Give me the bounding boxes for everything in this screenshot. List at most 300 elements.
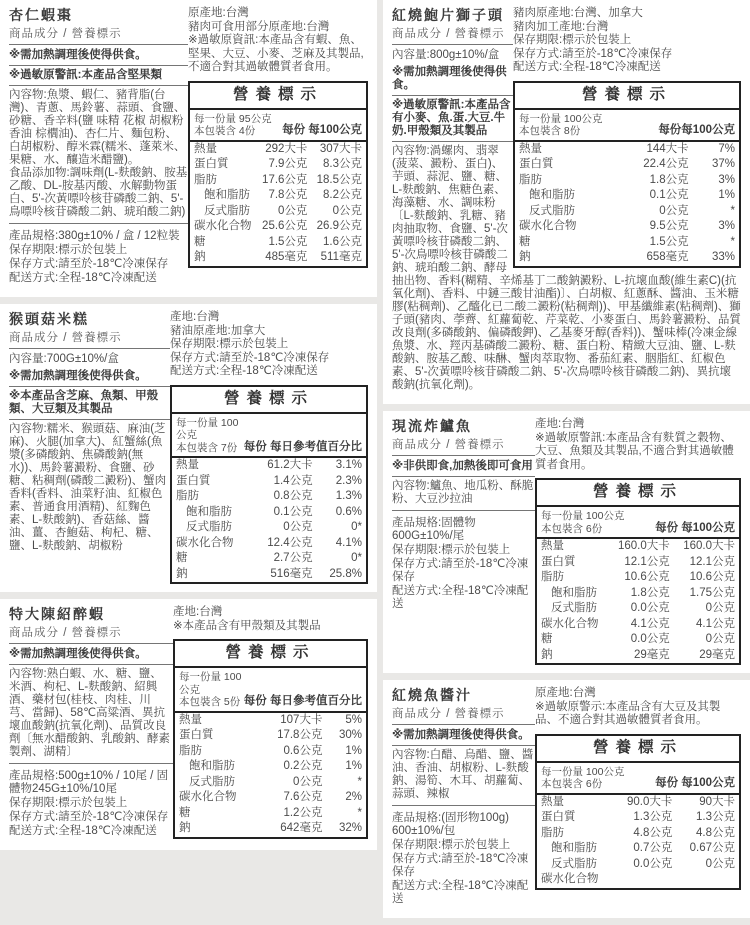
- content-volume: 內容量:800g±10%/盒: [392, 49, 500, 61]
- column-header: 每份 每100公克: [655, 777, 735, 789]
- nutrient-label: 飽和脂肪: [204, 189, 250, 201]
- column-header: 每份 每日參考值百分比: [243, 695, 362, 707]
- nutrient-label: 反式脂肪: [551, 857, 597, 870]
- nutrition-row: [175, 821, 366, 837]
- nutrition-row: [175, 744, 366, 760]
- nutrient-label: 鈉: [194, 251, 206, 263]
- nutrient-value-per-serving: 7.6公克: [283, 791, 323, 803]
- nutrient-value-per-serving: 22.4公克: [643, 158, 689, 170]
- nutrition-serving-header: [537, 763, 739, 795]
- product-subtitle: 商品成分 / 營養標示: [9, 331, 170, 349]
- ingredients-block: [9, 87, 188, 224]
- nutrient-label: 碳水化合物: [179, 791, 237, 803]
- nutrient-value-per-serving: 61.2大卡: [267, 459, 313, 471]
- ingredients-text: 內容物:熟白蝦、水、糖、鹽、米酒、枸杞、L-麩酸鈉、紹興酒、藥材包(桂枝、肉桂、川芎、當歸)、58℃高粱酒、異抗壞血酸鈉(抗氧化劑)、品質改良劑〔無水醋酸鈉、乳酸鈉、酵素製劑、湖精〕: [9, 668, 170, 758]
- serving-size: 每一份量 95公克: [194, 112, 272, 125]
- nutrition-title: 營養標示: [537, 736, 739, 763]
- nutrient-label: 碳水化合物: [519, 220, 577, 232]
- right-column: [383, 0, 750, 925]
- nutrition-row: [537, 570, 739, 586]
- nutrient-label: 蛋白質: [541, 811, 576, 823]
- origin-info: [170, 311, 368, 379]
- ingredients-block: [392, 747, 535, 806]
- nutrition-table: [535, 478, 741, 665]
- text-line: 配送方式:全程-18℃冷凍配送: [392, 584, 529, 610]
- nutrient-value-secondary: 37%: [711, 158, 735, 170]
- nutrient-value-per-serving: 25.6公克: [262, 220, 308, 232]
- serving-info: [176, 417, 244, 455]
- serving-size: 每一份量 100公克: [519, 112, 603, 125]
- nutrient-label: 飽和脂肪: [186, 505, 232, 518]
- nutrition-row: [172, 489, 366, 505]
- nutrient-value-per-serving: 1.8公克: [630, 586, 670, 599]
- nutrient-value-per-serving: 2.7公克: [273, 552, 313, 564]
- nutrient-label: 碳水化合物: [176, 536, 234, 549]
- nutrition-serving-header: [175, 668, 366, 713]
- nutrient-value-secondary: 18.5公克: [316, 173, 362, 186]
- nutrition-row: [537, 648, 739, 664]
- nutrient-value-per-serving: 12.1公克: [624, 555, 670, 568]
- text-line: 產地:台灣: [173, 606, 223, 618]
- nutrient-value-secondary: 511毫克: [320, 251, 362, 263]
- nutrient-label: 脂肪: [519, 173, 542, 186]
- additives-text: 食品添加物:調味劑(L-麩酸鈉、胺基乙酸、DL-胺基丙酸、水解動物蛋白、5'-次黃嘌呤核苷磷酸二鈉、5'-鳥嘌呤核苷磷酸二鈉、琥珀酸二鈉): [9, 167, 188, 218]
- nutrient-value-secondary: 1%: [345, 760, 362, 772]
- nutrient-value-secondary: 4.1公克: [696, 617, 735, 630]
- product-subtitle: 商品成分 / 營養標示: [9, 27, 188, 45]
- nutrient-value-secondary: 3%: [718, 173, 735, 186]
- nutrition-row: [172, 551, 366, 567]
- nutrient-value-per-serving: 658毫克: [646, 251, 689, 263]
- text-line: 配送方式:全程-18℃冷凍配送: [513, 61, 661, 73]
- product-title: 特大陳紹醉蝦: [9, 606, 105, 622]
- side-info-rice-cake: [170, 311, 368, 584]
- nutrient-value-per-serving: 17.6公克: [262, 173, 308, 186]
- product-title: 杏仁蝦棗: [9, 7, 73, 23]
- nutrient-value-per-serving: 292大卡: [265, 142, 308, 155]
- heating-notice: ※需加熱調理後使得供食。: [9, 47, 188, 66]
- nutrient-label: 脂肪: [179, 744, 202, 757]
- column-header: 每份 每100公克: [282, 124, 362, 136]
- text-line: 產地:台灣: [535, 418, 585, 430]
- nutrient-label: 鈉: [541, 648, 553, 661]
- nutrient-value-per-serving: 10.6公克: [624, 571, 670, 583]
- nutrient-value-per-serving: 144大卡: [646, 142, 689, 155]
- heating-notice: ※需加熱調理後使得供食。: [9, 646, 173, 665]
- nutrition-rows-table: [175, 713, 366, 837]
- serving-info: [519, 113, 602, 138]
- text-line: 產品規格:380g±10% / 盒 / 12粒裝: [9, 229, 180, 242]
- nutrient-label: 碳水化合物: [541, 617, 599, 630]
- text-line: 產品規格:(固形物100g) 600±10%/包: [392, 811, 509, 837]
- serving-info: [541, 766, 624, 791]
- side-info-almond-shrimp-date: [188, 7, 368, 268]
- nutrition-row: [515, 204, 739, 220]
- nutrition-rows-table: [537, 539, 739, 663]
- text-line: 保存期限:標示於包裝上: [392, 543, 511, 556]
- nutrition-serving-header: [515, 110, 739, 142]
- nutrient-value-secondary: 0公克: [705, 857, 735, 870]
- nutrition-row: [190, 219, 366, 235]
- origin-info: [513, 7, 741, 75]
- nutrient-value-per-serving: 90.0大卡: [627, 795, 673, 808]
- side-info-fish-sauce: [535, 687, 741, 890]
- text-line: 配送方式:全程-18℃冷凍配送: [170, 365, 318, 377]
- nutrient-value-secondary: 2%: [345, 791, 362, 803]
- text-line: 保存方式:請至於-18℃冷凍保存: [513, 47, 673, 60]
- nutrition-row: [515, 173, 739, 189]
- nutrition-row: [537, 601, 739, 617]
- product-subtitle: 商品成分 / 營養標示: [9, 626, 173, 644]
- serving-size: 每一份量 100公克: [179, 671, 242, 696]
- nutrition-row: [175, 759, 366, 775]
- nutrient-value-secondary: 4.8公克: [696, 826, 735, 839]
- nutrient-value-secondary: 307大卡: [319, 142, 362, 155]
- text-line: 豬肉加工產地:台灣: [513, 20, 609, 33]
- nutrient-value-per-serving: 7.8公克: [268, 189, 308, 201]
- nutrient-value-secondary: 10.6公克: [689, 571, 735, 583]
- nutrient-value-per-serving: 107大卡: [280, 713, 323, 726]
- nutrient-value-per-serving: 9.5公克: [649, 220, 689, 232]
- nutrient-value-per-serving: 0公克: [278, 204, 308, 217]
- text-line: 配送方式:全程-18℃冷凍配送: [392, 879, 529, 905]
- servings-per-pack: 本包裝含 8份: [519, 125, 581, 137]
- nutrient-value-secondary: 0公克: [705, 633, 735, 645]
- nutrition-row: [190, 250, 366, 266]
- nutrition-row: [172, 505, 366, 521]
- nutrient-label: 熱量: [179, 713, 202, 726]
- text-line: 保存方式:請至於-18℃冷凍保存: [392, 852, 529, 878]
- nutrient-value-secondary: 1.6公克: [323, 235, 362, 248]
- nutrient-label: 脂肪: [541, 571, 564, 583]
- nutrient-value-secondary: 8.3公克: [323, 158, 362, 170]
- nutrient-label: 飽和脂肪: [551, 842, 597, 854]
- nutrient-value-per-serving: 0公克: [293, 775, 323, 788]
- text-line: 保存方式:請至於-18℃冷凍保存: [392, 557, 529, 583]
- nutrient-value-secondary: 3%: [718, 220, 735, 232]
- ingredients-text: 內容物:渦螺肉、翡翠(菠菜、澱粉、蛋白)、芋頭、蒜泥、鹽、糖、L-麩酸鈉、焦糖色素、海藻糖、水、調味粉〔L-麩酸鈉、乳糖、豬肉抽取物、食鹽、5'-次黃嘌呤核苷磷酸二鈉、5'-次鳥嘌呤核苷磷酸二鈉、琥珀酸二鈉、酵母抽出物、香料(糊精、辛烯基丁二酸鈉澱粉、L-抗壞血酸(維生素C)(抗氧化劑)、香料、中鏈三酸甘油酯)〕、白胡椒、紅蔥酥、醬油、玉米糖膠(粘稠劑)、乙醯化已二酸二澱粉(粘稠劑))、甲基纖維素(粘稠劑)、獅子頭(豬肉、荸薺、紅蘿蔔乾、芹菜乾、小麥蛋白、馬鈴薯澱粉、品質改良劑(多磷酸鈉、偏磷酸鉀)、乙基麥牙醇(香料))、蟹味棒(冷凍金線魚漿、水、羥丙基磷酸二澱粉、糖、蛋白粉、精緻大豆油、鹽、L-麩酸鈉、胺基乙酸、味醂、蟹肉萃取物、番茄紅素、胭脂紅、紅椒色素、5'-次黃嘌呤核苷磷酸二鈉、5'-次鳥嘌呤核苷磷酸二鈉)、異抗壞酸鈉(抗氧化劑)。: [392, 145, 741, 391]
- nutrition-row: [537, 555, 739, 571]
- nutrient-value-secondary: *: [730, 235, 735, 248]
- column-header: 每份 每日參考值百分比: [243, 440, 362, 453]
- nutrition-row: [515, 157, 739, 173]
- nutrition-rows-table: [515, 142, 739, 266]
- nutrient-label: 蛋白質: [194, 158, 229, 170]
- nutrient-value-secondary: 0*: [351, 552, 362, 564]
- ingredients-text: 內容物:鱸魚、地瓜粉、酥脆粉、大豆沙拉油: [392, 480, 534, 505]
- column-header: 每份 每100公克: [655, 521, 735, 534]
- nutrient-value-secondary: 30%: [338, 729, 362, 741]
- text-line: 保存方式:請至於-18℃冷凍保存: [170, 351, 330, 364]
- text-line: ※過敏原警訊:本產品含有麩質之穀物、大豆、魚類及其製品,不適合對其過敏體質者食用。: [535, 431, 734, 471]
- nutrient-label: 反式脂肪: [529, 204, 575, 217]
- nutrient-label: 蛋白質: [179, 729, 214, 741]
- nutrition-serving-header: [537, 507, 739, 539]
- nutrition-row: [537, 539, 739, 555]
- nutrient-label: 飽和脂肪: [551, 586, 597, 599]
- nutrition-serving-header: [190, 110, 366, 142]
- nutrition-row: [537, 586, 739, 602]
- text-line: 保存方式:請至於-18℃冷凍保存: [9, 257, 169, 270]
- nutrient-value-secondary: 7%: [718, 142, 735, 155]
- nutrient-value-secondary: *: [730, 204, 735, 217]
- nutrient-value-secondary: 90大卡: [699, 795, 735, 808]
- ingredients-text: 內容物:白醋、烏醋、鹽、醬油、香油、胡椒粉、L-麩酸鈉、湯筍、木耳、胡蘿蔔、蒜頭、辣椒: [392, 749, 534, 800]
- ready-to-eat-notice: ※非供即食,加熱後即可食用: [392, 458, 535, 477]
- text-line: 配送方式:全程-18℃冷凍配送: [9, 824, 157, 837]
- side-info-sea-bass: [535, 418, 741, 665]
- nutrition-title: 營養標示: [190, 83, 366, 110]
- nutrient-value-secondary: 1%: [345, 744, 362, 757]
- nutrient-value-per-serving: 4.1公克: [630, 617, 670, 630]
- text-line: 原產地:台灣: [535, 687, 596, 699]
- ingredients-block: [392, 478, 535, 511]
- text-line: 保存期限:標示於包裝上: [170, 338, 289, 350]
- product-title: 紅燒鮑片獅子頭: [392, 7, 504, 23]
- nutrient-value-secondary: 3.1%: [335, 459, 362, 471]
- nutrient-value-secondary: 2.3%: [335, 474, 362, 487]
- nutrient-value-secondary: *: [357, 806, 362, 819]
- text-line: 豬油原產地:加拿大: [170, 324, 266, 337]
- text-line: 豬肉原產地:台灣、加拿大: [513, 7, 643, 19]
- nutrient-label: 反式脂肪: [551, 602, 597, 614]
- nutrient-label: 糖: [176, 552, 188, 564]
- nutrient-value-secondary: 0.6%: [335, 505, 362, 518]
- product-card-fried-sea-bass: [383, 411, 750, 673]
- product-title: 現流炸鱸魚: [392, 418, 472, 434]
- origin-info: [188, 7, 368, 75]
- serving-info: [194, 113, 272, 138]
- product-card-almond-shrimp-date: [0, 0, 377, 297]
- product-card-monkey-head-mushroom-rice-cake: [0, 304, 377, 592]
- nutrient-value-secondary: 1.75公克: [689, 586, 735, 599]
- nutrient-value-per-serving: 4.8公克: [633, 826, 673, 839]
- nutrient-label: 熱量: [519, 142, 542, 155]
- spec-block: [9, 227, 188, 289]
- nutrition-row: [515, 235, 739, 251]
- spec-block: [392, 514, 535, 615]
- nutrient-value-secondary: 0公克: [332, 204, 362, 217]
- ingredients-block: [9, 666, 173, 764]
- nutrient-label: 糖: [194, 235, 206, 248]
- nutrition-rows-table: [537, 795, 739, 888]
- nutrition-row: [537, 632, 739, 648]
- nutrition-row: [537, 795, 739, 811]
- column-header: 每份每100公克: [658, 124, 735, 136]
- text-line: 原產地:台灣: [188, 7, 249, 19]
- origin-info: [535, 687, 741, 728]
- text-line: 豬肉可食用部分原產地:台灣: [188, 20, 330, 33]
- serving-size: 每一份量 100公克: [541, 510, 625, 522]
- nutrient-value-per-serving: 0.0公克: [630, 633, 670, 645]
- nutrition-row: [172, 536, 366, 552]
- nutrition-row: [190, 235, 366, 251]
- nutrient-value-secondary: 1.3公克: [696, 811, 735, 823]
- nutrient-value-per-serving: 29毫克: [633, 648, 670, 661]
- nutrient-value-secondary: 4.1%: [335, 536, 362, 549]
- origin-info: [173, 606, 368, 633]
- nutrient-value-per-serving: 0公克: [283, 521, 313, 533]
- text-line: 產品規格:固體物600G±10%/尾: [392, 516, 476, 542]
- nutrition-row: [537, 857, 739, 873]
- nutrient-value-per-serving: 485毫克: [265, 251, 308, 263]
- nutrition-row: [190, 157, 366, 173]
- text-line: ※過敏原資訊:本產品含有蝦、魚、堅果、大豆、小麥、芝麻及其製品,不適合對其過敏體質者食用。: [188, 34, 364, 73]
- nutrient-label: 蛋白質: [541, 555, 576, 568]
- nutrient-value-per-serving: 1.5公克: [268, 235, 308, 248]
- nutrient-value-per-serving: 1.5公克: [649, 235, 689, 248]
- nutrient-value-secondary: *: [357, 775, 362, 788]
- text-line: 產地:台灣: [170, 311, 220, 323]
- nutrient-value-per-serving: 0.1公克: [649, 189, 689, 201]
- nutrient-value-per-serving: 0.8公克: [273, 490, 313, 502]
- nutrition-row: [175, 806, 366, 822]
- nutrition-rows-table: [172, 458, 366, 582]
- nutrient-label: 碳水化合物: [194, 220, 252, 232]
- heating-notice: ※需加熱調理後使得供食。: [9, 368, 170, 387]
- nutrient-label: 飽和脂肪: [529, 189, 575, 201]
- nutrient-label: 熱量: [176, 459, 199, 471]
- nutrient-label: 脂肪: [194, 173, 217, 186]
- nutrition-title: 營養標示: [537, 480, 739, 507]
- nutrient-label: 鈉: [176, 567, 188, 580]
- nutrient-label: 飽和脂肪: [189, 760, 235, 772]
- nutrition-row: [175, 713, 366, 729]
- heating-notice: ※需加熱調理後使得供食。: [392, 64, 513, 96]
- nutrition-row: [172, 520, 366, 536]
- nutrition-title: 營養標示: [172, 387, 366, 414]
- nutrient-value-per-serving: [614, 872, 677, 888]
- nutrient-value-per-serving: 0.6公克: [283, 744, 323, 757]
- content-volume: 內容量:700G±10%/盒: [9, 353, 119, 365]
- text-line: 產品規格:500g±10% / 10尾 / 固體物245G±10%/10尾: [9, 769, 169, 795]
- nutrient-label: 反式脂肪: [189, 775, 235, 788]
- ingredients-text: 內容物:魚漿、蝦仁、豬背脂(台灣)、青蔥、馬鈴薯、蒜頭、食鹽、砂糖、香辛料(鹽 味精 花椒 胡椒粉 香油 棕櫚油)、杏仁片、麵包粉、白胡椒粉、醇米霖(糯米、蓬萊米、果糖、水、釀造米醋鹽)。: [9, 89, 186, 166]
- text-line: 保存方式:請至於-18℃冷凍保存: [9, 810, 169, 823]
- nutrient-value-per-serving: 17.8公克: [277, 729, 323, 741]
- nutrient-value-secondary: 12.1公克: [689, 555, 735, 568]
- nutrient-label: 熱量: [541, 795, 564, 808]
- nutrition-serving-header: [172, 414, 366, 459]
- text-line: 保存期限:標示於包裝上: [392, 838, 511, 851]
- nutrient-value-per-serving: 516毫克: [270, 567, 313, 580]
- nutrition-row: [537, 617, 739, 633]
- nutrient-value-secondary: 1%: [718, 189, 735, 201]
- nutrient-label: 鈉: [519, 251, 531, 263]
- nutrient-value-secondary: 33%: [711, 251, 735, 263]
- nutrition-table: [173, 639, 368, 839]
- nutrition-row: [175, 728, 366, 744]
- product-subtitle: 商品成分 / 營養標示: [392, 27, 513, 45]
- allergen-notice: ※本產品含芝麻、魚類、甲殼類、大豆類及其製品: [9, 388, 170, 420]
- nutrient-value-per-serving: 1.4公克: [273, 474, 313, 487]
- nutrient-value-secondary: 1.3%: [335, 490, 362, 502]
- nutrition-row: [190, 142, 366, 158]
- nutrient-label: 糖: [541, 633, 553, 645]
- nutrient-label: 糖: [179, 806, 191, 819]
- origin-info: [535, 418, 741, 472]
- text-line: ※過敏原警示:本產品含有大豆及其製品、不適合對其過敏體質者食用。: [535, 700, 721, 726]
- servings-per-pack: 本包裝含 5份: [179, 696, 241, 708]
- nutrient-label: 蛋白質: [176, 474, 211, 487]
- nutrition-row: [175, 790, 366, 806]
- nutrient-value-secondary: 32%: [338, 822, 362, 834]
- text-line: ※本產品含有甲殼類及其製品: [173, 619, 321, 632]
- nutrition-title: 營養標示: [175, 641, 366, 668]
- nutrition-row: [537, 872, 739, 888]
- servings-per-pack: 本包裝含 6份: [541, 778, 603, 790]
- nutrition-row: [515, 188, 739, 204]
- allergen-notice: ※過敏原警訊:本產品含堅果類: [9, 67, 188, 86]
- nutrient-label: 糖: [519, 235, 531, 248]
- servings-per-pack: 本包裝含 4份: [194, 125, 256, 137]
- nutrition-row: [190, 204, 366, 220]
- nutrient-value-secondary: 8.2公克: [323, 189, 362, 201]
- ingredients-block: [9, 421, 170, 557]
- nutrient-label: 反式脂肪: [204, 204, 250, 217]
- nutrient-value-per-serving: 0.0公克: [630, 602, 670, 614]
- ingredients-text: 內容物:糯米、猴頭菇、麻油(芝麻)、火腿(加拿大)、紅蟹絲(魚漿(多磷酸鈉、焦磷酸鈉(無水))、馬鈴薯澱粉、食鹽、砂糖、粘稠劑(磷酸二澱粉)、蟹肉香料(香料、油菜籽油、紅椒色素、普通食用酒精)、紅麴色素、L-麩酸鈉)、香菇絲、醬油、薑、杏鮑菇、枸杞、糖、鹽、L-麩酸鈉、胡椒粉: [9, 423, 167, 552]
- nutrition-title: 營養標示: [515, 83, 739, 110]
- nutrient-value-secondary: 160.0大卡: [683, 540, 735, 552]
- nutrient-label: 反式脂肪: [186, 521, 232, 533]
- serving-info: [179, 671, 244, 709]
- nutrition-row: [515, 142, 739, 158]
- nutrient-label: 蛋白質: [519, 158, 554, 170]
- nutrition-row: [172, 458, 366, 474]
- heating-notice: ※需加熱調理後使得供食。: [392, 727, 535, 746]
- nutrition-row: [515, 219, 739, 235]
- nutrient-value-per-serving: 0.7公克: [633, 842, 673, 854]
- nutrient-value-secondary: 25.8%: [329, 567, 362, 580]
- nutrition-table: [535, 734, 741, 890]
- nutrient-value-secondary: 29毫克: [699, 648, 735, 661]
- nutrition-row: [537, 810, 739, 826]
- nutrient-value-per-serving: 642毫克: [280, 822, 323, 834]
- nutrition-row: [172, 474, 366, 490]
- nutrition-row: [190, 173, 366, 189]
- nutrient-value-per-serving: 0.1公克: [273, 505, 313, 518]
- spec-block: [392, 809, 535, 910]
- nutrient-value-secondary: 26.9公克: [316, 220, 362, 232]
- nutrient-value-per-serving: 160.0大卡: [617, 540, 670, 552]
- nutrition-table: [188, 81, 368, 268]
- product-title: 猴頭菇米糕: [9, 311, 89, 327]
- nutrient-value-per-serving: 7.9公克: [268, 158, 308, 170]
- servings-per-pack: 本包裝含 6份: [541, 522, 603, 535]
- nutrient-label: 熱量: [194, 142, 217, 155]
- nutrient-value-per-serving: 1.8公克: [649, 173, 689, 186]
- text-line: 保存期限:標示於包裝上: [513, 34, 632, 46]
- nutrient-value-secondary: 0.67公克: [689, 842, 735, 854]
- nutrition-row: [515, 250, 739, 266]
- product-card-shaoxing-drunken-shrimp: [0, 599, 377, 850]
- nutrient-value-secondary: [676, 872, 739, 888]
- spec-block: [9, 767, 173, 842]
- servings-per-pack: 本包裝含 7份: [176, 441, 238, 454]
- nutrient-value-secondary: 5%: [345, 713, 362, 726]
- nutrient-label: 熱量: [541, 540, 564, 552]
- allergen-notice: ※過敏原警訊:本產品含有小麥、魚.蛋.大豆.牛奶.甲殼類及其製品: [392, 97, 513, 142]
- nutrient-value-per-serving: 0公克: [659, 204, 689, 217]
- serving-info: [541, 510, 624, 535]
- text-line: 保存期限:標示於包裝上: [9, 796, 128, 809]
- serving-size: 每一份量 100公克: [176, 416, 239, 441]
- nutrition-rows-table: [190, 142, 366, 266]
- nutrition-table: [170, 385, 368, 585]
- nutrient-label: 鈉: [179, 822, 191, 834]
- nutrient-label: 脂肪: [176, 490, 199, 502]
